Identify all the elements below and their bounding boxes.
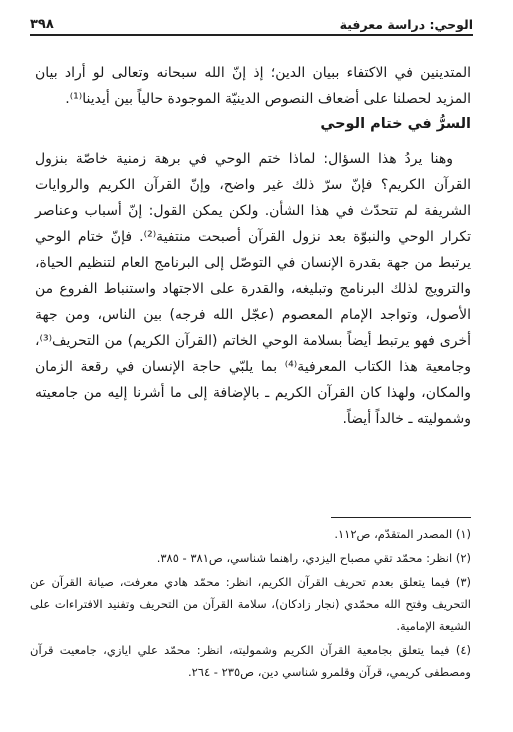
footnotes-list (30, 523, 471, 685)
section-heading: السرُّ في ختام الوحي (320, 116, 471, 132)
main-block (35, 146, 471, 432)
footnote-4: (٤) فيما يتعلق بجامعية القرآن الكريم وشموليته، انظر: محمّد علي ايازي، جامعيت قرآن ومصطفى كريمي، قرآن وقلمرو شناسي دين، ص٢٣٥ - ٢٦٤. (30, 643, 471, 679)
footnote-3: (٣) فيما يتعلق بعدم تحريف القرآن الكريم، انظر: محمّد هادي معرفت، صيانة القرآن عن التحريف وفتح الله محمّدي (نجار زادكان)، سلامة القرآن من التحريف وتفنيد الافتراءات على الشيعة الإمامية. (30, 575, 471, 633)
intro-paragraph: المتدينين في الاكتفاء ببيان الدين؛ إذ إنّ الله سبحانه وتعالى لو أراد بيان المزيد لحصلنا على أضعاف النصوص الدينيّة الموجودة حالياً بين أيدينا⁽¹⁾. (35, 65, 471, 107)
header-rule (30, 34, 473, 36)
page-number: ٣٩٨ (30, 17, 54, 32)
intro-block (35, 60, 471, 112)
footnote-rule (331, 517, 471, 518)
footnote-1: (١) المصدر المتقدّم، ص١١٢. (334, 527, 471, 541)
footnote-2: (٢) انظر: محمّد تقي مصباح اليزدي، راهنما شناسي، ص٣٨١ - ٣٨٥. (156, 551, 471, 565)
main-paragraph: وهنا يردُ هذا السؤال: لماذا ختم الوحي في برهة زمنية خاصّة بنزول القرآن الكريم؟ فإنّ سرّ ذلك غير واضح، وإنّ القرآن الكريم والروايات الشريفة لم تتحدّث في هذا الشأن. ولكن يمكن القول: إنّ أسباب وعناصر تكرار الوحي والنبوّة بعد نزول القرآن أصبحت منتفية⁽²⁾. فإنّ ختام الوحي يرتبط من جهة بقدرة الإنسان في التوصّل إلى البرنامج العام لتنظيم الحياة، والترويج لذلك البرنامج وتبليغه، والقدرة على الاجتهاد واستنباط الفروع من الأصول، وتواجد الإمام المعصوم (عجّل الله فرجه) بين الناس، ومن جهة أخرى فهو يرتبط أيضاً بسلامة الوحي الخاتم (القرآن الكريم) من التحريف⁽³⁾، وجامعية هذا الكتاب المعرفية⁽⁴⁾ بما يلبّي حاجة الإنسان في رقعة الزمان والمكان، ولهذا كان القرآن الكريم ـ بالإضافة إلى ما أشرنا إليه من جامعيته وشموليته ـ خالداً أيضاً. (35, 151, 471, 427)
page-header (30, 12, 473, 32)
running-title: الوحي: دراسة معرفية (339, 17, 473, 32)
